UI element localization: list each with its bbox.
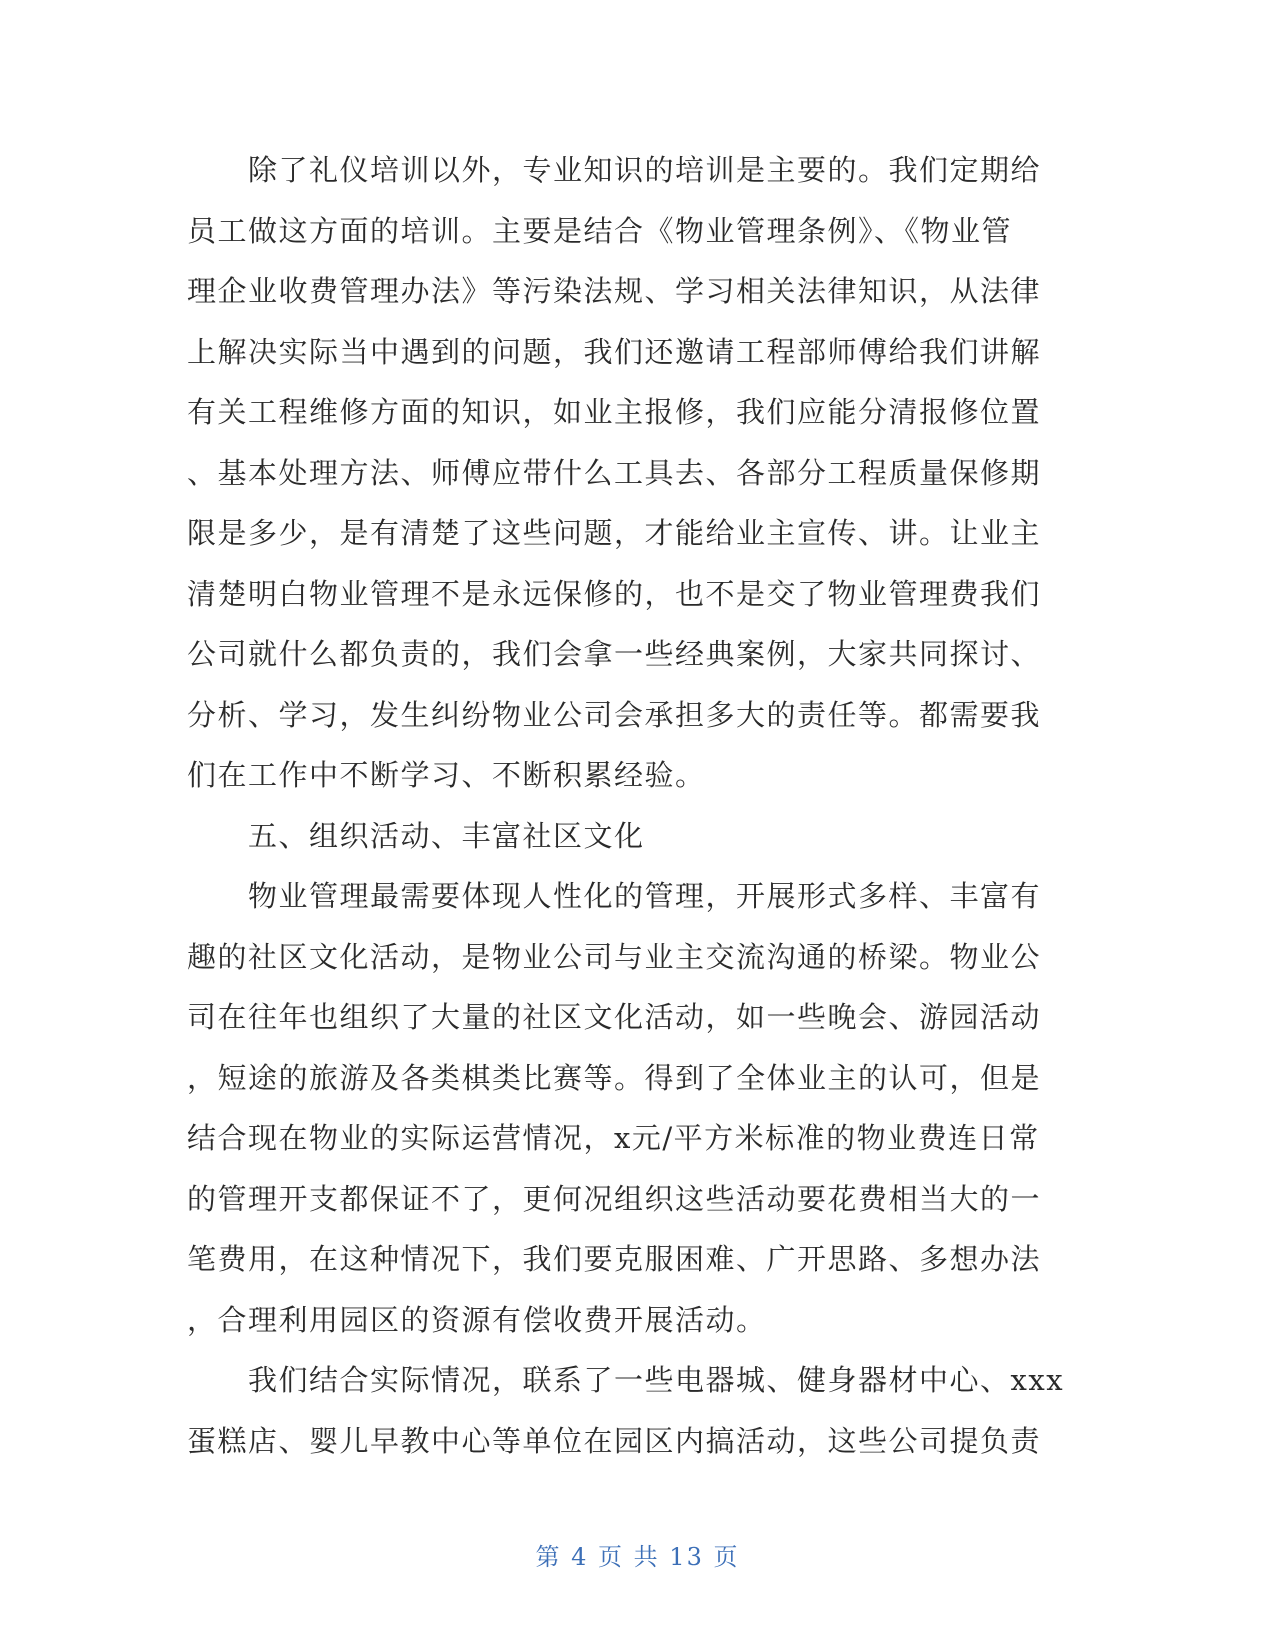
text-line: 司在往年也组织了大量的社区文化活动，如一些晚会、游园活动: [187, 1000, 1042, 1034]
text-line: 的管理开支都保证不了，更何况组织这些活动要花费相当大的一: [187, 1181, 1042, 1216]
body-text: [187, 140, 1065, 1471]
text-line: 们在工作中不断学习、不断积累经验。: [187, 758, 706, 792]
text-line: 理企业收费管理办法》等污染法规、学习相关法律知识，从法律: [187, 274, 1042, 308]
text-line: ，短途的旅游及各类棋类比赛等。得到了全体业主的认可，但是: [187, 1060, 1042, 1095]
text-line: 上解决实际当中遇到的问题，我们还邀请工程部师傅给我们讲解: [187, 334, 1042, 369]
text-line: ，合理利用园区的资源有偿收费开展活动。: [187, 1302, 767, 1337]
text-line: 蛋糕店、婴儿早教中心等单位在园区内搞活动，这些公司提负责: [187, 1423, 1042, 1458]
text-line: 公司就什么都负责的，我们会拿一些经典案例，大家共同探讨、: [187, 637, 1042, 671]
text-line: 有关工程维修方面的知识，如业主报修，我们应能分清报修位置: [187, 395, 1042, 429]
text-line: 、基本处理方法、师傅应带什么工具去、各部分工程质量保修期: [187, 455, 1042, 490]
text-line: 物业管理最需要体现人性化的管理，开展形式多样、丰富有: [248, 879, 1042, 913]
text-line: 清楚明白物业管理不是永远保修的，也不是交了物业管理费我们: [187, 576, 1042, 611]
section-heading: 五、组织活动、丰富社区文化: [248, 818, 645, 853]
text-line: 员工做这方面的培训。主要是结合《物业管理条例》、《物业管: [187, 213, 1013, 248]
text-line: 除了礼仪培训以外，专业知识的培训是主要的。我们定期给: [248, 153, 1042, 187]
text-line: 限是多少，是有清楚了这些问题，才能给业主宣传、讲。让业主: [187, 516, 1042, 550]
text-line: 笔费用，在这种情况下，我们要克服困难、广开思路、多想办法: [187, 1242, 1042, 1276]
text-line: 我们结合实际情况，联系了一些电器城、健身器材中心、xxx: [248, 1363, 1065, 1397]
text-line: 结合现在物业的实际运营情况，x元/平方米标准的物业费连日常: [187, 1121, 1040, 1155]
text-line: 趣的社区文化活动，是物业公司与业主交流沟通的桥梁。物业公: [187, 939, 1042, 974]
text-line: 分析、学习，发生纠纷物业公司会承担多大的责任等。都需要我: [187, 697, 1042, 732]
page-footer: 第 4 页 共 13 页: [535, 1543, 740, 1571]
